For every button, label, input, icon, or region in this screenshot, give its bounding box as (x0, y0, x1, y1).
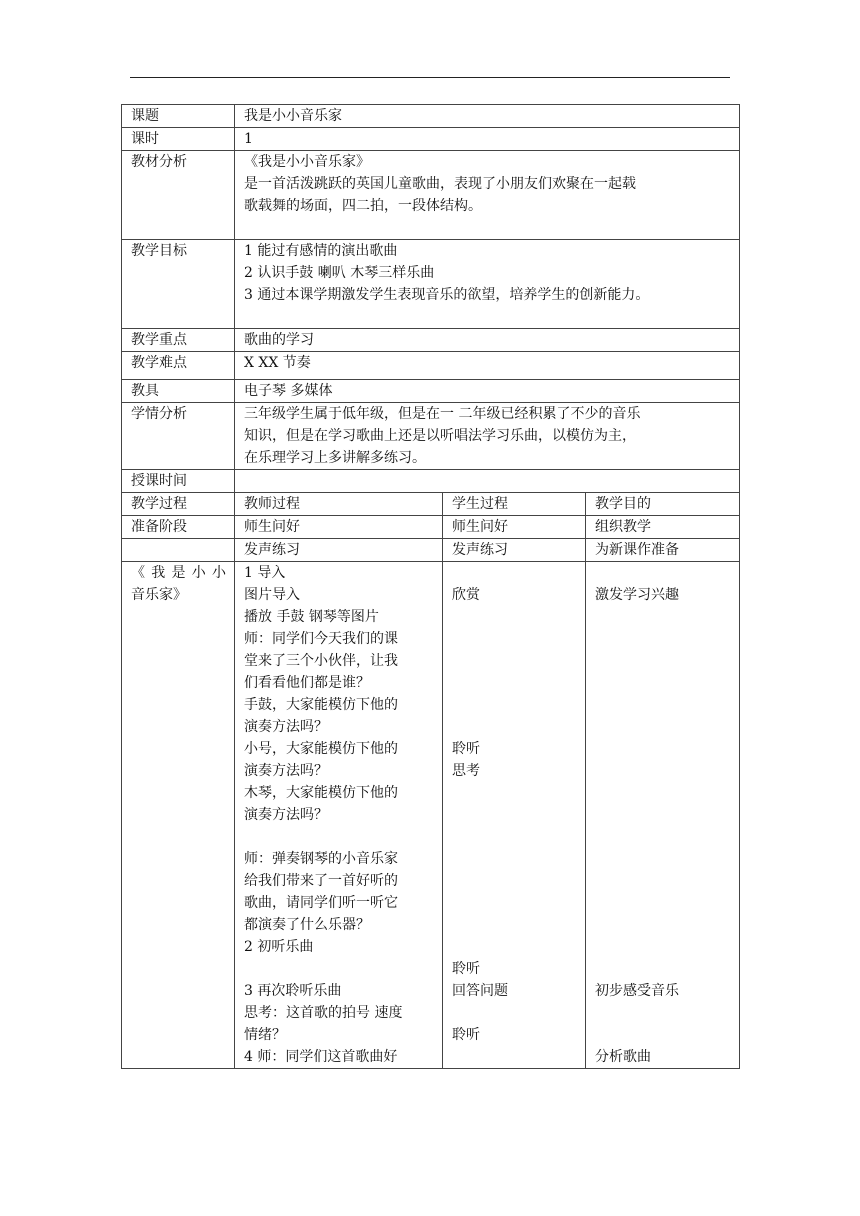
row-shouke (122, 470, 740, 493)
label-keshi: 课时 (122, 128, 235, 151)
purpose-line (595, 892, 731, 914)
purpose-line (595, 1024, 731, 1046)
student-line (452, 716, 577, 738)
purpose-line: 激发学习兴趣 (595, 587, 679, 603)
teacher-line: 歌曲，请同学们听一听它 (244, 895, 398, 911)
value-keti: 我是小小音乐家 (235, 105, 740, 128)
teacher-line: 师：弹奏钢琴的小音乐家 (244, 851, 398, 867)
teacher-line: 情绪？ (244, 1027, 286, 1043)
mubiao-line: 2 认识手鼓 喇叭 木琴三样乐曲 (244, 265, 435, 281)
label-nandian: 教学难点 (122, 352, 235, 380)
student-process (443, 562, 586, 1069)
teacher-line: 演奏方法吗？ (244, 719, 328, 735)
lesson-title (122, 562, 235, 1069)
lesson-title-line: 音乐家》 (131, 587, 187, 603)
student-line (452, 914, 577, 936)
row-mubiao (122, 240, 740, 329)
student-line: 思考 (452, 763, 480, 779)
purpose-line (595, 650, 731, 672)
purpose-line (595, 738, 731, 760)
row-xueqing (122, 403, 740, 470)
process-header: 教师过程 (235, 493, 443, 516)
student-line (452, 562, 577, 584)
student-line (452, 650, 577, 672)
teacher-line: 给我们带来了一首好听的 (244, 873, 398, 889)
process-header: 教学过程 (122, 493, 235, 516)
teacher-line: 4 师：同学们这首歌曲好 (244, 1049, 398, 1065)
student-line (452, 870, 577, 892)
lesson-title-line: 《我是小小 (131, 565, 226, 581)
teacher-line: 们看看他们都是谁？ (244, 675, 370, 691)
value-xueqing (235, 403, 740, 470)
purpose-line (595, 606, 731, 628)
prep-cell (122, 539, 235, 562)
purpose-line: 初步感受音乐 (595, 983, 679, 999)
teacher-line: 演奏方法吗？ (244, 807, 328, 823)
purpose-line (595, 848, 731, 870)
prep-cell: 师生问好 (235, 516, 443, 539)
purpose-line (595, 716, 731, 738)
mubiao-line: 3 通过本课学期激发学生表现音乐的欲望，培养学生的创新能力。 (244, 287, 650, 303)
label-shouke: 授课时间 (122, 470, 235, 493)
value-nandian: X XX 节奏 (235, 352, 740, 380)
label-mubiao: 教学目标 (122, 240, 235, 329)
jiaocai-line: 歌载舞的场面，四二拍，一段体结构。 (244, 198, 482, 214)
prep-row (122, 539, 740, 562)
row-keshi (122, 128, 740, 151)
student-line: 聆听 (452, 1027, 480, 1043)
student-line: 回答问题 (452, 983, 508, 999)
student-line (452, 606, 577, 628)
value-jiaoju: 电子琴 多媒体 (235, 380, 740, 403)
purpose-line: 分析歌曲 (595, 1049, 651, 1065)
teacher-line: 思考：这首歌的拍号 速度 (244, 1005, 403, 1021)
jiaocai-line: 《我是小小音乐家》 (244, 154, 370, 170)
purpose-line (595, 804, 731, 826)
teacher-line (244, 826, 434, 848)
label-xueqing: 学情分析 (122, 403, 235, 470)
teacher-line: 小号，大家能模仿下他的 (244, 741, 398, 757)
prep-cell: 发声练习 (235, 539, 443, 562)
prep-cell: 为新课作准备 (586, 539, 740, 562)
prep-cell: 组织教学 (586, 516, 740, 539)
purpose-line (595, 1002, 731, 1024)
teacher-line: 手鼓，大家能模仿下他的 (244, 697, 398, 713)
row-keti (122, 105, 740, 128)
value-zhongdian: 歌曲的学习 (235, 329, 740, 352)
teacher-line: 木琴，大家能模仿下他的 (244, 785, 398, 801)
student-line: 欣赏 (452, 587, 480, 603)
process-header: 学生过程 (443, 493, 586, 516)
purpose-line (595, 694, 731, 716)
value-mubiao (235, 240, 740, 329)
student-line (452, 892, 577, 914)
label-jiaoju: 教具 (122, 380, 235, 403)
mubiao-line: 1 能过有感情的演出歌曲 (244, 243, 398, 259)
teacher-line: 播放 手鼓 钢琴等图片 (244, 609, 379, 625)
prep-cell: 发声练习 (443, 539, 586, 562)
student-line (452, 628, 577, 650)
purpose-line (595, 958, 731, 980)
teacher-line: 3 再次聆听乐曲 (244, 983, 342, 999)
student-line (452, 826, 577, 848)
teacher-line: 1 导入 (244, 565, 286, 581)
purpose-line (595, 826, 731, 848)
value-keshi: 1 (235, 128, 740, 151)
student-line (452, 936, 577, 958)
student-line (452, 804, 577, 826)
process-header: 教学目的 (586, 493, 740, 516)
header-rule (130, 77, 730, 78)
prep-cell: 师生问好 (443, 516, 586, 539)
student-line (452, 1046, 577, 1068)
prep-cell: 准备阶段 (122, 516, 235, 539)
xueqing-line: 知识，但是在学习歌曲上还是以听唱法学习乐曲，以模仿为主， (244, 428, 636, 444)
row-jiaoju (122, 380, 740, 403)
teacher-line: 演奏方法吗？ (244, 763, 328, 779)
prep-row (122, 516, 740, 539)
student-line (452, 694, 577, 716)
label-jiaocai: 教材分析 (122, 151, 235, 240)
purpose-line (595, 870, 731, 892)
row-zhongdian (122, 329, 740, 352)
purpose-line (595, 914, 731, 936)
xueqing-line: 在乐理学习上多讲解多练习。 (244, 450, 426, 466)
purpose-line (595, 936, 731, 958)
row-nandian (122, 352, 740, 380)
value-jiaocai (235, 151, 740, 240)
student-line (452, 848, 577, 870)
teacher-line: 都演奏了什么乐器？ (244, 917, 370, 933)
student-line: 聆听 (452, 961, 480, 977)
lesson-plan-table (121, 104, 740, 1069)
purpose-line (595, 760, 731, 782)
process-header-row (122, 493, 740, 516)
purpose-line (595, 562, 731, 584)
teacher-line (244, 958, 434, 980)
purpose-line (595, 628, 731, 650)
label-zhongdian: 教学重点 (122, 329, 235, 352)
value-shouke (235, 470, 740, 493)
student-line (452, 1002, 577, 1024)
teacher-process (235, 562, 443, 1069)
student-line (452, 672, 577, 694)
purpose-line (595, 782, 731, 804)
teacher-line: 堂来了三个小伙伴，让我 (244, 653, 398, 669)
teacher-line: 师：同学们今天我们的课 (244, 631, 398, 647)
jiaocai-line: 是一首活泼跳跃的英国儿童歌曲，表现了小朋友们欢聚在一起载 (244, 176, 636, 192)
label-keti: 课题 (122, 105, 235, 128)
xueqing-line: 三年级学生属于低年级，但是在一 二年级已经积累了不少的音乐 (244, 406, 641, 422)
teacher-line: 2 初听乐曲 (244, 939, 314, 955)
purpose-line (595, 672, 731, 694)
row-jiaocai (122, 151, 740, 240)
student-line: 聆听 (452, 741, 480, 757)
teacher-line: 图片导入 (244, 587, 300, 603)
lesson-row (122, 562, 740, 1069)
teaching-purpose (586, 562, 740, 1069)
student-line (452, 782, 577, 804)
